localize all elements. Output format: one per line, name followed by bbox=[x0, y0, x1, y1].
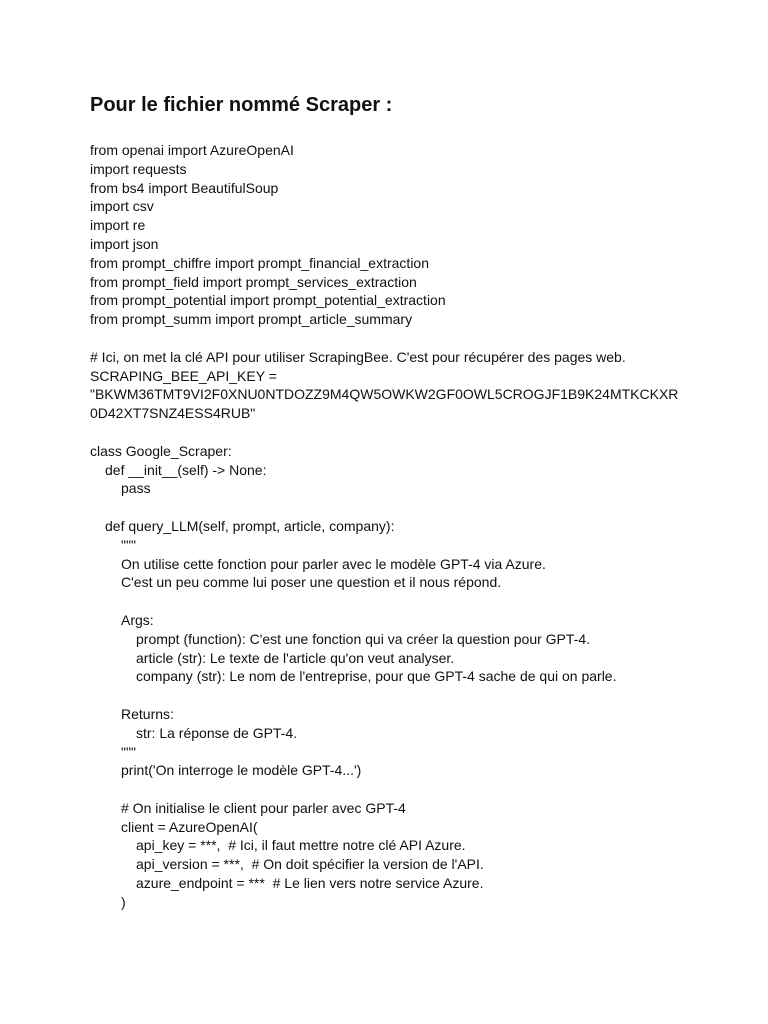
code-block bbox=[90, 141, 690, 912]
code-line: ) bbox=[121, 893, 126, 910]
blank-line bbox=[90, 686, 690, 705]
code-line: 0D42XT7SNZ4ESS4RUB" bbox=[90, 405, 256, 422]
code-line: import requests bbox=[90, 160, 187, 177]
document-title: Pour le fichier nommé Scraper : bbox=[90, 94, 393, 116]
code-line: def __init__(self) -> None: bbox=[105, 461, 267, 478]
code-line: print('On interroge le modèle GPT-4...') bbox=[121, 762, 362, 779]
code-line: Args: bbox=[121, 611, 154, 628]
code-line: article (str): Le texte de l'article qu'on veut analyser. bbox=[136, 649, 455, 666]
code-line: class Google_Scraper: bbox=[90, 442, 232, 459]
code-line: str: La réponse de GPT-4. bbox=[136, 724, 298, 741]
code-line: from prompt_summ import prompt_article_summary bbox=[90, 311, 413, 328]
blank-line bbox=[90, 592, 690, 611]
code-line: On utilise cette fonction pour parler avec le modèle GPT-4 via Azure. bbox=[121, 555, 546, 572]
code-line: # Ici, on met la clé API pour utiliser ScrapingBee. C'est pour récupérer des pages web. bbox=[90, 348, 626, 365]
code-line: import json bbox=[90, 235, 159, 252]
blank-line bbox=[90, 423, 690, 442]
code-line: SCRAPING_BEE_API_KEY = bbox=[90, 367, 277, 384]
code-line: """ bbox=[121, 743, 136, 760]
code-line: azure_endpoint = *** # Le lien vers notre service Azure. bbox=[136, 875, 484, 892]
code-line: from openai import AzureOpenAI bbox=[90, 142, 294, 158]
code-line: client = AzureOpenAI( bbox=[121, 818, 258, 835]
code-line: from prompt_potential import prompt_potential_extraction bbox=[90, 292, 446, 309]
code-line: api_version = ***, # On doit spécifier la version de l'API. bbox=[136, 856, 484, 873]
code-line: company (str): Le nom de l'entreprise, pour que GPT-4 sache de qui on parle. bbox=[136, 668, 617, 685]
blank-line bbox=[90, 498, 690, 517]
code-line: def query_LLM(self, prompt, article, company): bbox=[105, 517, 395, 534]
code-line: api_key = ***, # Ici, il faut mettre notre clé API Azure. bbox=[136, 837, 466, 854]
blank-line bbox=[90, 329, 690, 348]
code-line: import re bbox=[90, 217, 146, 234]
blank-line bbox=[90, 780, 690, 799]
code-line: "BKWM36TMT9VI2F0XNU0NTDOZZ9M4QW5OWKW2GF0OWL5CROGJF1B9K24MTKCKXR bbox=[90, 386, 679, 403]
code-line: from prompt_chiffre import prompt_financial_extraction bbox=[90, 254, 430, 271]
code-line: pass bbox=[121, 480, 151, 497]
code-line: prompt (function): C'est une fonction qui va créer la question pour GPT-4. bbox=[136, 630, 591, 647]
code-line: # On initialise le client pour parler avec GPT-4 bbox=[121, 799, 406, 816]
code-line: C'est un peu comme lui poser une question et il nous répond. bbox=[121, 574, 502, 591]
code-line: import csv bbox=[90, 198, 154, 215]
code-line: Returns: bbox=[121, 705, 174, 722]
code-line: from prompt_field import prompt_services_extraction bbox=[90, 273, 417, 290]
code-line: from bs4 import BeautifulSoup bbox=[90, 179, 279, 196]
code-line: """ bbox=[121, 536, 136, 553]
